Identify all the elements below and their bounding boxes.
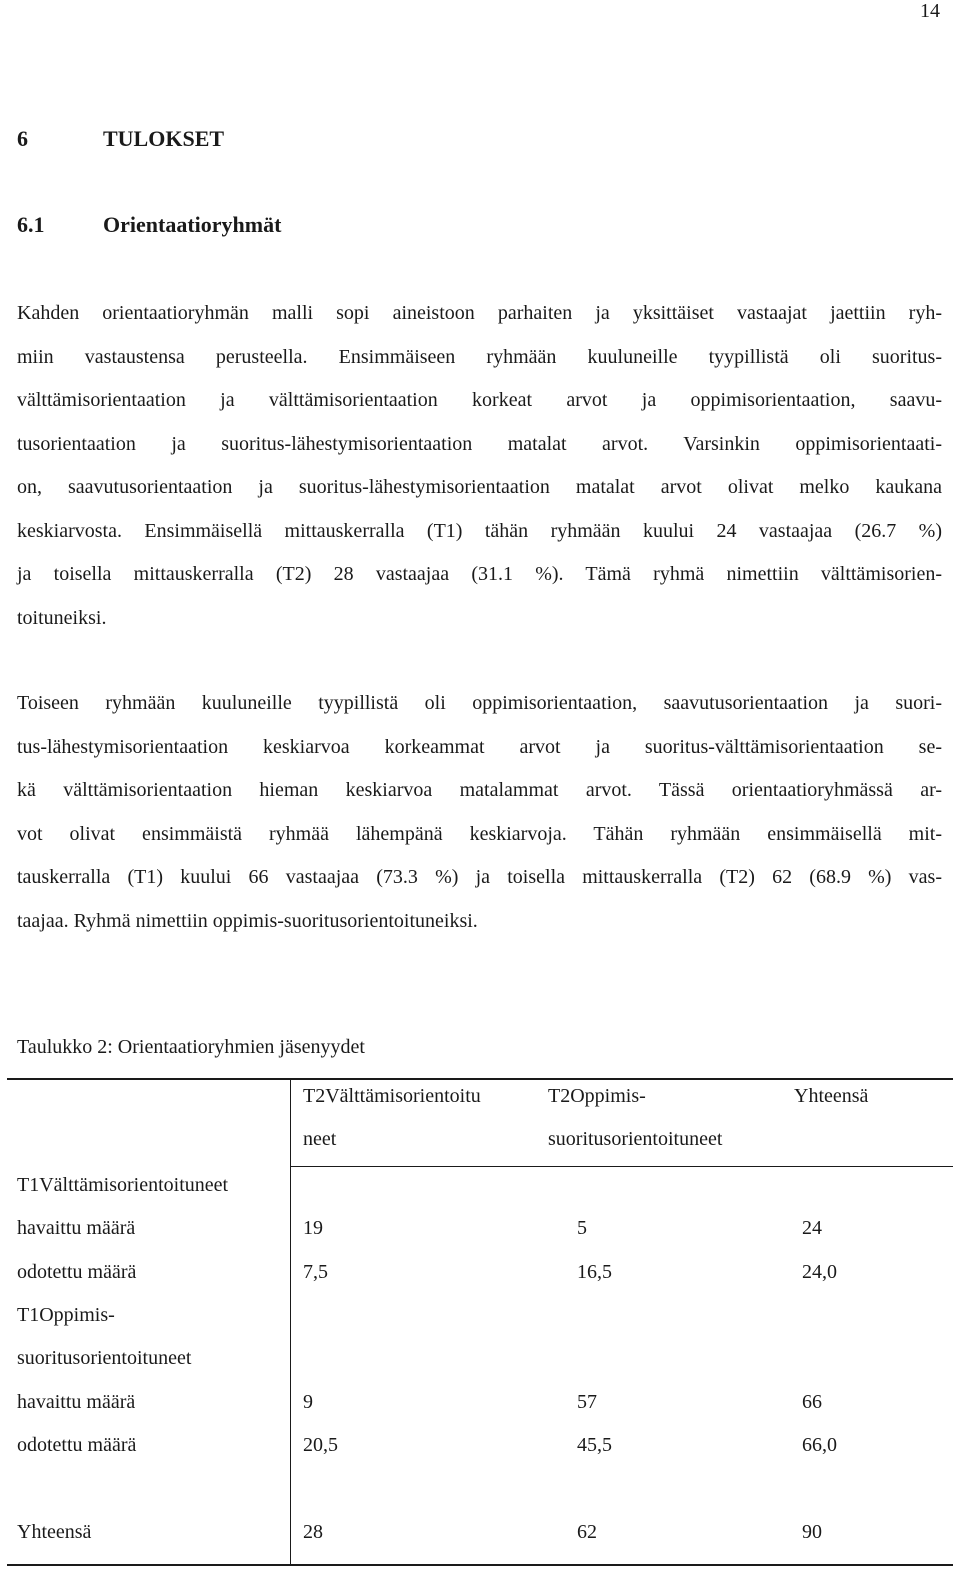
- paragraph-line: keskiarvosta. Ensimmäisellä mittauskerralla (T1) tähän ryhmään kuului 24 vastaajaa (26.7 %): [17, 519, 942, 542]
- table-vertical-rule: [290, 1078, 291, 1566]
- total-col2: 62: [577, 1521, 597, 1543]
- paragraph-line: miin vastaustensa perusteella. Ensimmäiseen ryhmään kuuluneille tyypillistä oli suoritus-: [17, 345, 942, 368]
- membership-table: [7, 1078, 953, 1566]
- group2-observed-col2: 57: [577, 1391, 597, 1413]
- group1-expected-col2: 16,5: [577, 1261, 612, 1283]
- total-col3: 90: [802, 1521, 822, 1543]
- paragraph-2: [17, 682, 942, 943]
- section-title: Orientaatioryhmät: [103, 212, 282, 237]
- chapter-number: 6: [17, 126, 28, 151]
- paragraph-line: vot olivat ensimmäistä ryhmää lähempänä keskiarvoja. Tähän ryhmään ensimmäisellä mit-: [17, 822, 942, 845]
- group2-expected-label: odotettu määrä: [17, 1434, 137, 1456]
- group1-expected-label: odotettu määrä: [17, 1261, 137, 1283]
- chapter-heading: [17, 126, 224, 152]
- paragraph-line: on, saavutusorientaation ja suoritus-lähestymisorientaation matalat arvot olivat melko kaukana: [17, 476, 942, 498]
- table-header-rule: [290, 1166, 953, 1167]
- header-col2-line2: suoritusorientoituneet: [548, 1128, 723, 1150]
- group2-label-line2: suoritusorientoituneet: [17, 1347, 192, 1369]
- group1-expected-col3: 24,0: [802, 1261, 837, 1283]
- group1-observed-col3: 24: [802, 1217, 822, 1239]
- paragraph-line: tus-lähestymisorientaation keskiarvoa korkeammat arvot ja suoritus-välttämisorientaation se-: [17, 735, 942, 758]
- group2-observed-col1: 9: [303, 1391, 313, 1413]
- paragraph-line: taajaa. Ryhmä nimettiin oppimis-suoritusorientoituneiksi.: [17, 909, 478, 932]
- paragraph-line: Toiseen ryhmään kuuluneille tyypillistä oli oppimisorientaation, saavutusorientaation ja suori-: [17, 692, 942, 714]
- total-col1: 28: [303, 1521, 323, 1543]
- paragraph-line: tauskerralla (T1) kuului 66 vastaajaa (73.3 %) ja toisella mittauskerralla (T2) 62 (68.9 %) vas-: [17, 866, 942, 888]
- header-col2-line1: T2Oppimis-: [548, 1085, 646, 1107]
- total-label: Yhteensä: [17, 1521, 92, 1543]
- header-col1-line1: T2Välttämisorientoitu: [303, 1085, 481, 1107]
- paragraph-1: [17, 292, 942, 640]
- group1-observed-col1: 19: [303, 1217, 323, 1239]
- paragraph-line: Kahden orientaatioryhmän malli sopi aineistoon parhaiten ja yksittäiset vastaajat jaettiin ryh-: [17, 302, 942, 324]
- group1-observed-col2: 5: [577, 1217, 587, 1239]
- paragraph-line: välttämisorientaation ja välttämisorientaation korkeat arvot ja oppimisorientaation, saavu-: [17, 389, 942, 411]
- paragraph-line: toituneiksi.: [17, 606, 107, 629]
- table-caption: Taulukko 2: Orientaatioryhmien jäsenyydet: [17, 1036, 365, 1058]
- chapter-title: TULOKSET: [103, 126, 225, 151]
- group2-expected-col3: 66,0: [802, 1434, 837, 1456]
- paragraph-line: ja toisella mittauskerralla (T2) 28 vastaajaa (31.1 %). Tämä ryhmä nimettiin välttämisorien-: [17, 563, 942, 585]
- page-number: 14: [920, 0, 940, 22]
- group2-observed-col3: 66: [802, 1391, 822, 1413]
- group2-expected-col1: 20,5: [303, 1434, 338, 1456]
- header-col1-line2: neet: [303, 1128, 337, 1150]
- paragraph-line: kä välttämisorientaation hieman keskiarvoa matalammat arvot. Tässä orientaatioryhmässä ar-: [17, 779, 942, 801]
- group1-label: T1Välttämisorientoituneet: [17, 1174, 229, 1196]
- section-number: 6.1: [17, 212, 45, 237]
- group1-observed-label: havaittu määrä: [17, 1217, 136, 1239]
- paragraph-line: tusorientaation ja suoritus-lähestymisorientaation matalat arvot. Varsinkin oppimisorientaati-: [17, 432, 942, 455]
- header-col3: Yhteensä: [794, 1085, 869, 1107]
- group2-expected-col2: 45,5: [577, 1434, 612, 1456]
- section-heading: [17, 212, 281, 238]
- group1-expected-col1: 7,5: [303, 1261, 328, 1283]
- group2-label-line1: T1Oppimis-: [17, 1304, 115, 1326]
- group2-observed-label: havaittu määrä: [17, 1391, 136, 1413]
- table-bottom-rule: [7, 1564, 953, 1566]
